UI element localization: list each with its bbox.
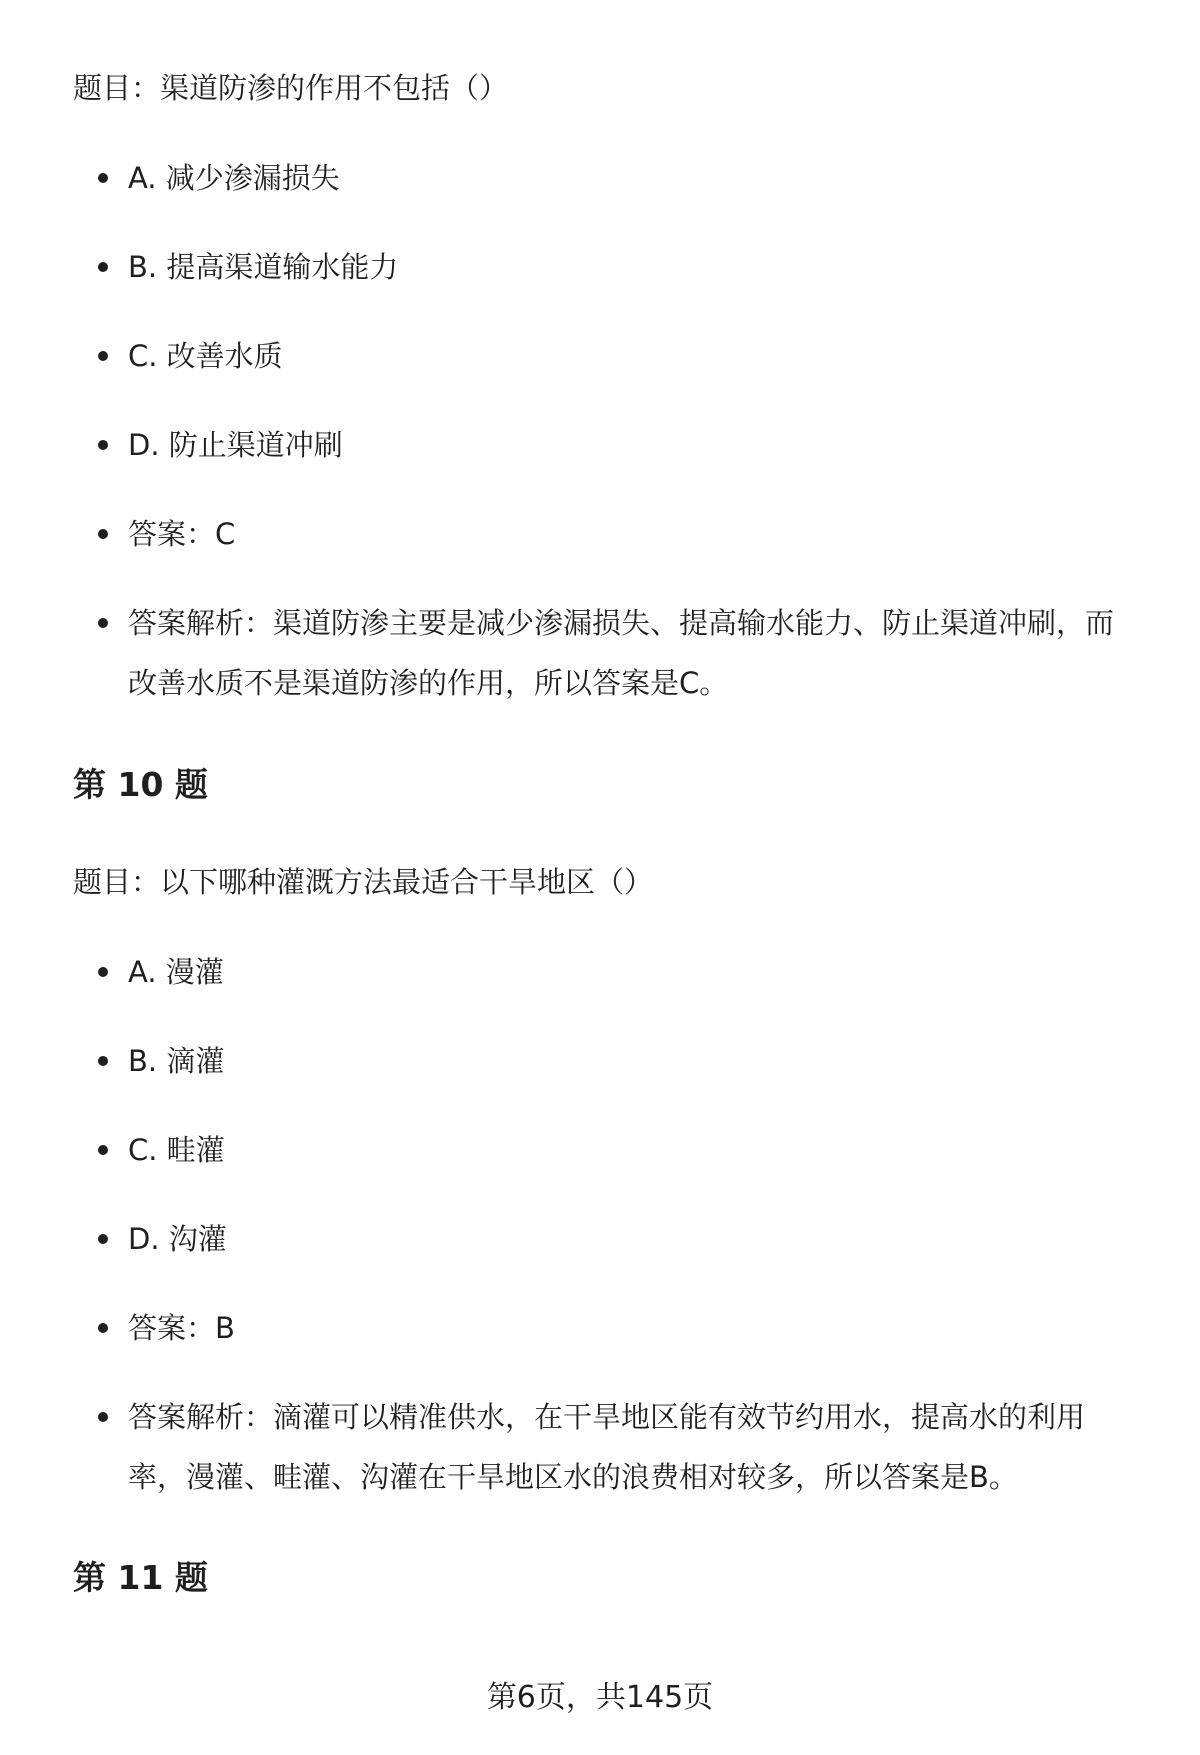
- question-9-answer: 答案：C: [0, 514, 1200, 554]
- question-9-option-c: C. 改善水质: [0, 336, 1200, 376]
- bullet-icon: [98, 1056, 108, 1066]
- bullet-icon: [98, 262, 108, 272]
- question-9-option-a: A. 减少渗漏损失: [0, 158, 1200, 198]
- bullet-icon: [98, 1145, 108, 1155]
- bullet-icon: [98, 1412, 108, 1422]
- question-10-option-d: D. 沟灌: [0, 1219, 1200, 1259]
- question-9-explanation: 答案解析：渠道防渗主要是减少渗漏损失、提高输水能力、防止渠道冲刷，而改善水质不是渠道防渗的作用，所以答案是C。: [0, 593, 1200, 713]
- page-indicator: 第6页，共145页: [486, 1680, 714, 1715]
- question-10-answer: 答案：B: [0, 1308, 1200, 1348]
- question-10-explanation: 答案解析：滴灌可以精准供水，在干旱地区能有效节约用水，提高水的利用率，漫灌、畦灌、沟灌在干旱地区水的浪费相对较多，所以答案是B。: [0, 1387, 1200, 1507]
- question-9-option-b: B. 提高渠道输水能力: [0, 247, 1200, 287]
- question-9-stem: 题目：渠道防渗的作用不包括（）: [73, 71, 509, 105]
- question-9-option-d: D. 防止渠道冲刷: [0, 425, 1200, 465]
- bullet-icon: [98, 1323, 108, 1333]
- question-11-heading: 第 11 题: [73, 1558, 208, 1597]
- bullet-icon: [98, 529, 108, 539]
- question-10-option-c: C. 畦灌: [0, 1130, 1200, 1170]
- question-10-option-b: B. 滴灌: [0, 1041, 1200, 1081]
- question-10-heading: 第 10 题: [73, 765, 208, 804]
- bullet-icon: [98, 173, 108, 183]
- question-10-stem: 题目：以下哪种灌溉方法最适合干旱地区（）: [73, 865, 654, 899]
- bullet-icon: [98, 1234, 108, 1244]
- bullet-icon: [98, 967, 108, 977]
- bullet-icon: [98, 351, 108, 361]
- bullet-icon: [98, 618, 108, 628]
- question-10-option-a: A. 漫灌: [0, 952, 1200, 992]
- bullet-icon: [98, 440, 108, 450]
